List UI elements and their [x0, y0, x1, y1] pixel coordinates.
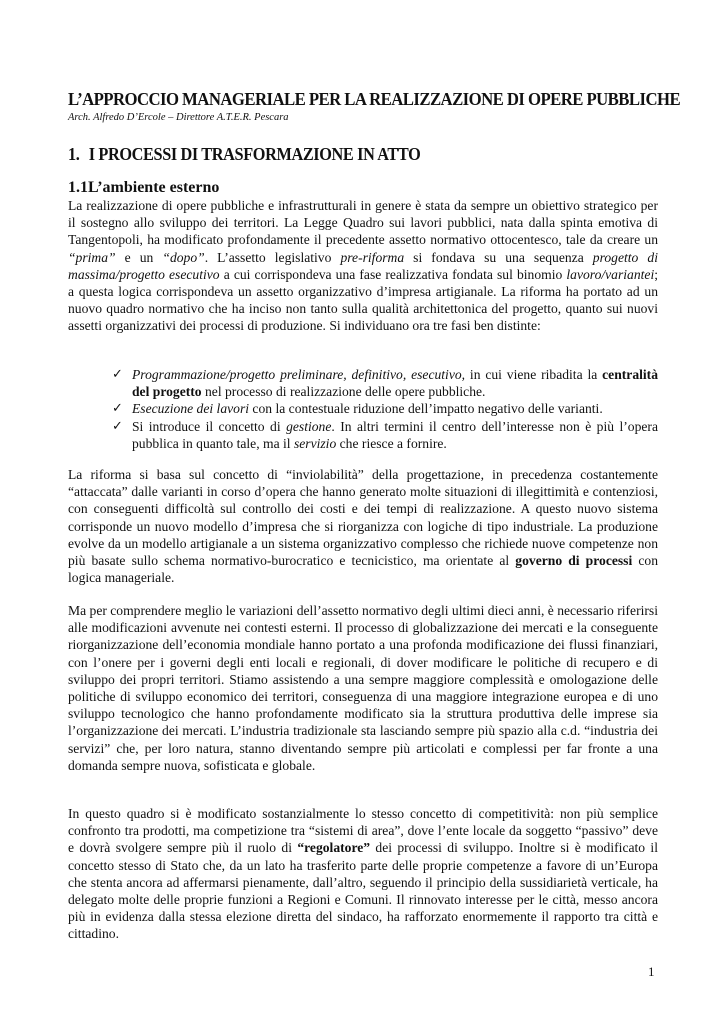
text-run: con la contestuale riduzione dell’impatto negativo delle varianti.	[249, 401, 603, 417]
checkmark-icon: ✓	[112, 367, 123, 382]
text-run: ; a questa logica corrispondeva un assetto organizzativo d’impresa artigianale. La riforma ha portato ad un nuovo quadro normativo che ha inciso non tanto sulla qualità architettonica del progetto, quanto sui nuovi assetti organizzativi dei processi di produzione. Si individuano ora tre fasi ben distinte:	[68, 266, 658, 334]
text-run: . L’assetto legislativo	[204, 249, 341, 265]
text-run: a cui corrispondeva una fase realizzativa fondata sul binomio	[219, 266, 567, 282]
bold-run: “regolatore”	[297, 840, 371, 856]
text-run: in cui viene ribadita la	[465, 367, 603, 382]
italic-run: lavoro/variantei	[566, 266, 655, 282]
italic-run: Programmazione/progetto preliminare, definitivo, esecutivo,	[132, 367, 466, 382]
paragraph-4	[68, 805, 658, 943]
checkmark-icon: ✓	[112, 401, 123, 417]
page-number: 1	[648, 964, 655, 979]
section-heading	[68, 144, 420, 165]
text-run: La realizzazione di opere pubbliche e infrastrutturali in genere è stata da sempre un obiettivo strategico per il sostegno allo sviluppo dei territori. La Legge Quadro sui lavori pubblici, nata dalla spinta emotiva di Tangentopoli, ha modificato profondamente il precedente assetto normativo ottocentesco, tale da creare un	[68, 198, 658, 248]
paragraph-2	[68, 466, 658, 586]
text-run: Si introduce il concetto di	[132, 418, 287, 434]
italic-run: pre-riforma	[340, 249, 405, 265]
text-run: La riforma si basa sul concetto di “inviolabilità” della progettazione, in precedenza costantemente “attaccata” dalle varianti in corso d’opera che hanno generato molte situazioni di illegittimità e contenziosi, con conseguenti difficoltà sul controllo dei costi e dei tempi di realizzazione. A questo nuovo sistema corrisponde un nuovo modello d’impresa che si riorganizza con logiche di tipo industriale. La produzione evolve da un modello artigianale a un sistema organizzativo complesso che richiede nuove competenze non più basate sullo schema normativo-burocratico e tecnicistico, ma orientate al	[68, 467, 658, 569]
italic-run: progetto di massima/progetto esecutivo	[68, 249, 658, 282]
subsection-title: L’ambiente esterno	[88, 179, 220, 196]
text-run: dei processi di sviluppo. Inoltre si è modificato il concetto stesso di Stato che, da un lato ha trasferito parte delle proprie competenze a favore di un’Europa che stenta ancora ad affermarsi pienamente, dall’altro, seguendo il principio della sussidiarietà verticale, ha delegato molte delle proprie funzioni a Regioni e Comuni. Il rinnovato interesse per le città, messo ancora più in evidenza dalla stessa elezione diretta del sindaco, ha rafforzato enormemente il rapporto tra città e cittadino.	[68, 840, 658, 942]
bold-run: governo di processi	[515, 553, 633, 569]
text-run: . In altri termini il centro dell’interesse non è più l’opera pubblica in quanto tale, ma il	[132, 418, 658, 451]
document-title: L’APPROCCIO MANAGERIALE PER LA REALIZZAZIONE DI OPERE PUBBLICHE	[68, 89, 681, 109]
section-title: I PROCESSI DI TRASFORMAZIONE IN ATTO	[88, 144, 421, 164]
italic-run: gestione	[286, 418, 332, 434]
paragraph-3: Ma per comprendere meglio le variazioni dell’assetto normativo degli ultimi dieci anni, è necessario riferirsi alle modificazioni avvenute nei contesti esterni. Il processo di globalizzazione dei mercati e la conseguente riorganizzazione dell’economia mondiale hanno portato a una profonda modificazione dei flussi finanziari, con l’onere per i governi degli enti locali e regionali, di dover modificare le politiche di recupero e di sviluppo dei propri territori. Stiamo assistendo a una sempre maggiore complessità e omologazione delle politiche di sviluppo economico dei territori, conseguenza di una maggiore integrazione europea e di uno sviluppo tecnologico che hanno profondamente modificato sia la struttura produttiva delle imprese sia l’organizzazione dei mercati. L’industria tradizionale sta lasciando sempre più spazio alla c.d. “industria dei servizi” che, per loro natura, stanno diventando sempre più articolati e complessi per far fronte a una domanda sempre nuova, sofisticata e globale.	[68, 603, 658, 773]
text-run: con logica manageriale.	[68, 553, 658, 586]
subsection-heading	[68, 179, 219, 197]
checklist-item	[112, 418, 658, 452]
text-run: e un	[115, 249, 163, 265]
subsection-number: 1.1	[68, 179, 88, 196]
author-line: Arch. Alfredo D’Ercole – Direttore A.T.E.R. Pescara	[68, 112, 289, 123]
italic-run: “dopo”	[162, 249, 205, 265]
phase-checklist	[112, 366, 658, 452]
section-number: 1.	[68, 144, 80, 164]
text-run: In questo quadro si è modificato sostanzialmente lo stesso concetto di competitività: non più semplice confronto tra prodotti, ma competizione tra “sistemi di area”, dove l’ente locale da soggetto “passivo” deve e dovrà svolgere sempre più il ruolo di	[68, 806, 658, 856]
italic-run: “prima”	[68, 249, 116, 265]
text-run: nel processo di realizzazione delle opere pubbliche.	[201, 384, 486, 400]
checkmark-icon: ✓	[112, 418, 123, 434]
bold-run: centralità del progetto	[132, 367, 658, 400]
text-run: che riesce a fornire.	[336, 435, 447, 451]
text-run: si fondava su una sequenza	[404, 249, 593, 265]
paragraph-1	[68, 197, 658, 335]
italic-run: servizio	[293, 435, 337, 451]
checklist-item	[112, 400, 658, 417]
checklist-item	[112, 366, 658, 400]
italic-run: Esecuzione dei lavori	[132, 401, 250, 417]
